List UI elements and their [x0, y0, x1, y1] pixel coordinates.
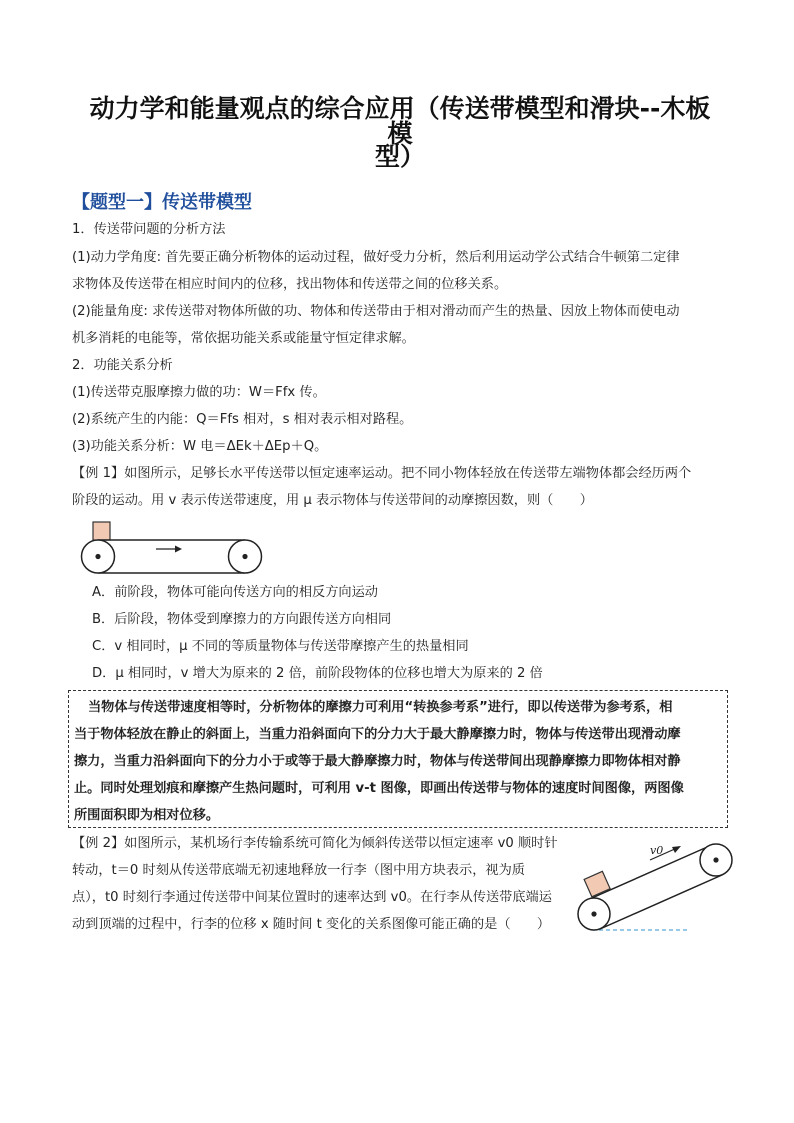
section1-title: 1．传送带问题的分析方法 — [72, 222, 226, 237]
example1-option-c: C．v 相同时，μ 不同的等质量物体与传送带摩擦产生的热量相同 — [92, 639, 469, 654]
arrow-head — [175, 546, 182, 553]
example1-line: 【例 1】如图所示，足够长水平传送带以恒定速率运动。把不同小物体轻放在传送带左端物体都会经历两个 — [72, 466, 692, 481]
example1-line: 阶段的运动。用 v 表示传送带速度，用 μ 表示物体与传送带间的动摩擦因数，则（ ） — [72, 493, 593, 508]
section2-line: (1)传送带克服摩擦力做的功：W＝Ffx 传。 — [72, 385, 326, 400]
example2-line: 动到顶端的过程中，行李的位移 x 随时间 t 变化的关系图像可能正确的是（ ） — [72, 917, 551, 932]
inclined-conveyor-figure — [572, 832, 742, 942]
example2-line: 点），t0 时刻行李通过传送带中间某位置时的速率达到 v0。在行李从传送带底端运 — [72, 890, 552, 905]
horizontal-conveyor-figure — [78, 520, 268, 580]
tip-line: 当于物体轻放在静止的斜面上，当重力沿斜面向下的分力大于最大静摩擦力时，物体与传送带出现滑动摩 — [74, 727, 681, 742]
section1-line: 机多消耗的电能等，常依据功能关系或能量守恒定律求解。 — [72, 331, 415, 346]
section1-line: (1)动力学角度: 首先要正确分析物体的运动过程，做好受力分析，然后利用运动学公式结合牛顿第二定律 — [72, 250, 680, 265]
section1-line: 求物体及传送带在相应时间内的位移，找出物体和传送带之间的位移关系。 — [72, 277, 508, 292]
luggage-block — [584, 871, 610, 896]
block-object — [93, 522, 110, 540]
example1-option-a: A．前阶段，物体可能向传送方向的相反方向运动 — [92, 585, 378, 600]
tip-line: 当物体与传送带速度相等时，分析物体的摩擦力可利用“转换参考系”进行，即以传送带为参考系，相 — [88, 700, 673, 715]
section2-line: (2)系统产生的内能：Q＝Ffs 相对，s 相对表示相对路程。 — [72, 412, 413, 427]
section1-line: (2)能量角度: 求传送带对物体所做的功、物体和传送带由于相对滑动而产生的热量、因放上物体而使电动 — [72, 304, 680, 319]
tip-line: 擦力，当重力沿斜面向下的分力小于或等于最大静摩擦力时，物体与传送带间出现静摩擦力即物体相对静 — [74, 754, 681, 769]
example2-line: 【例 2】如图所示，某机场行李传输系统可简化为倾斜传送带以恒定速率 v0 顺时针 — [72, 836, 558, 851]
title-line-1: 动力学和能量观点的综合应用（传送带模型和滑块--木板模 — [89, 94, 711, 148]
velocity-label: v0 — [650, 844, 664, 857]
tip-line: 止。同时处理划痕和摩擦产生热问题时，可利用 v-t 图像，即画出传送带与物体的速度时间图像，两图像 — [74, 781, 684, 796]
section2-line: (3)功能关系分析：W 电＝ΔEk＋ΔEp＋Q。 — [72, 439, 328, 454]
belt-bottom — [600, 875, 722, 929]
top-axle — [713, 857, 718, 862]
bottom-axle — [591, 911, 596, 916]
example1-option-b: B．后阶段，物体受到摩擦力的方向跟传送方向相同 — [92, 612, 392, 627]
right-axle — [242, 554, 247, 559]
left-axle — [95, 554, 100, 559]
velocity-arrow-head — [672, 846, 681, 853]
tip-line: 所围面积即为相对位移。 — [74, 808, 220, 823]
example1-option-d: D．μ 相同时，v 增大为原来的 2 倍，前阶段物体的位移也增大为原来的 2 倍 — [92, 666, 543, 681]
section2-title: 2．功能关系分析 — [72, 358, 173, 373]
section-heading: 【题型一】传送带模型 — [72, 192, 252, 213]
title-line-2: 型） — [374, 142, 425, 171]
example2-line: 转动，t＝0 时刻从传送带底端无初速地释放一行李（图中用方块表示，视为质 — [72, 863, 525, 878]
